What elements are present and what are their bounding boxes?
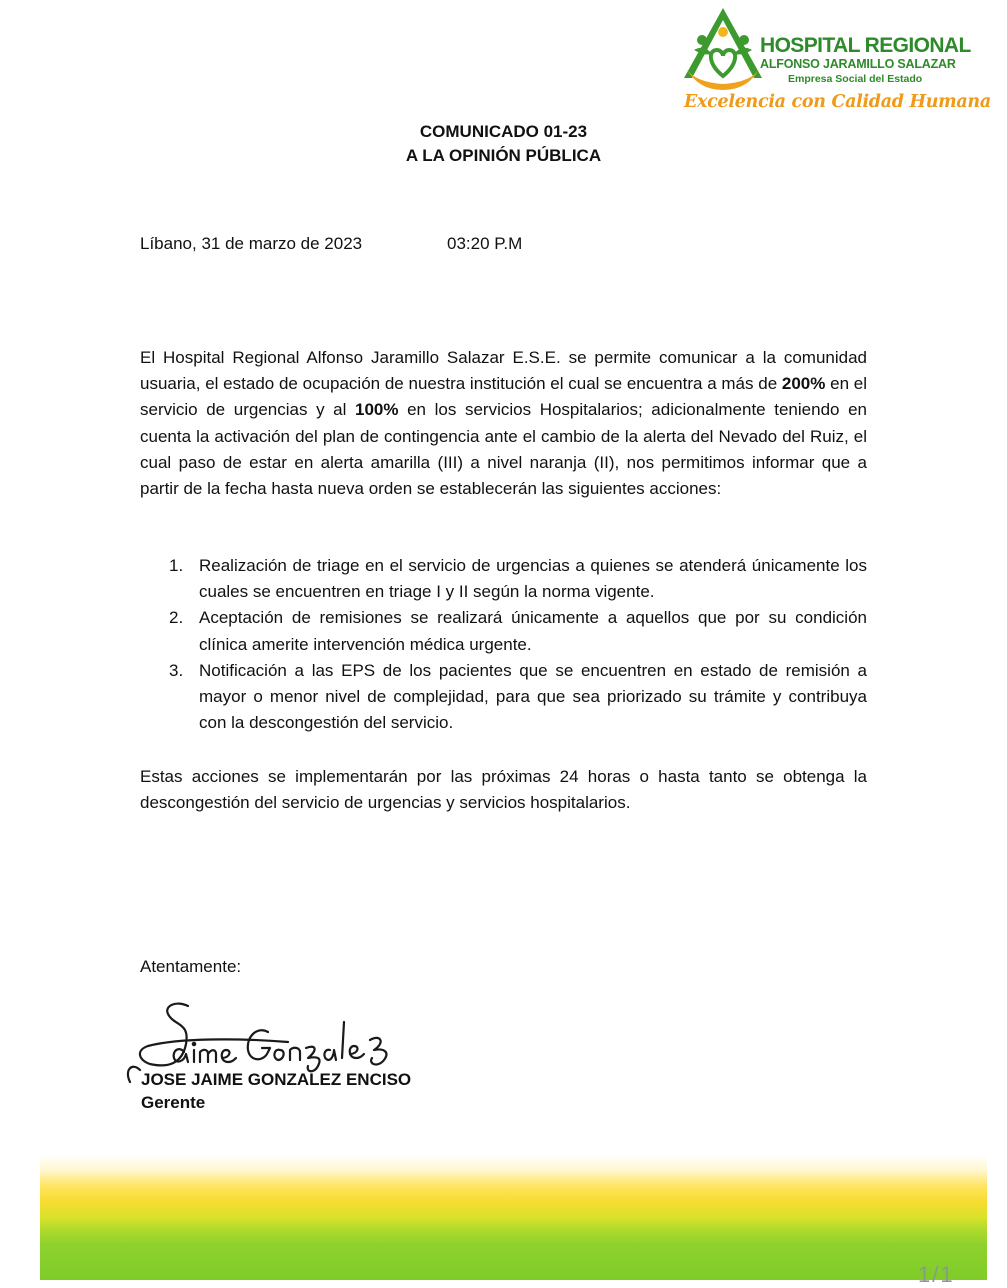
list-item-text: Realización de triage en el servicio de urgencias a quienes se atenderá únicamente los cuales se encuentren en triage I y II según la norma vigente. — [199, 556, 867, 602]
list-item — [140, 605, 867, 657]
logo-title: HOSPITAL REGIONAL — [760, 34, 971, 57]
list-item-text: Aceptación de remisiones se realizará únicamente a aquellos que por su condición clínica amerite intervención médica urgente. — [199, 608, 867, 654]
heading-line-2: A LA OPINIÓN PÚBLICA — [405, 146, 602, 165]
body-paragraph — [140, 345, 867, 502]
body-bold-1: 200% — [781, 374, 826, 394]
list-item — [140, 553, 867, 605]
actions-list — [140, 553, 867, 736]
closing-paragraph: Estas acciones se implementarán por las próximas 24 horas o hasta tanto se obtenga la descongestión del servicio de urgencias y servicios hospitalarios. — [140, 767, 867, 813]
list-item-text: Notificación a las EPS de los pacientes que se encuentren en estado de remisión a mayor o menor nivel de complejidad, para que sea priorizado su trámite y contribuya con la descongestión del servicio. — [199, 660, 867, 733]
list-item-number: 1. — [169, 556, 184, 575]
document-heading — [0, 120, 1007, 168]
logo-subtitle-2: Empresa Social del Estado — [788, 73, 923, 85]
logo-motto: Excelencia con Calidad Humana — [684, 92, 991, 112]
signer-role: Gerente — [141, 1093, 206, 1112]
body-part-1: El Hospital Regional Alfonso Jaramillo Salazar E.S.E. se permite comunicar a la comunidad usuaria, el estado de ocupación de nuestra institución el cual se encuentra a más de — [140, 348, 867, 394]
list-item-number: 3. — [169, 660, 184, 680]
body-part-2: en el servicio de urgencias y al — [140, 374, 867, 420]
heading-line-1: COMUNICADO 01-23 — [419, 122, 588, 141]
dateline — [140, 234, 523, 254]
list-item-number: 2. — [169, 608, 184, 628]
logo-subtitle: ALFONSO JARAMILLO SALAZAR — [760, 57, 956, 71]
hospital-logo — [678, 6, 991, 118]
time-text: 03:20 P.M — [447, 234, 523, 253]
regards-text: Atentamente: — [140, 957, 242, 976]
hospital-emblem-icon — [678, 6, 768, 98]
list-item — [140, 658, 867, 737]
signer-name: JOSE JAIME GONZALEZ ENCISO — [141, 1070, 412, 1089]
date-text: Líbano, 31 de marzo de 2023 — [140, 234, 363, 253]
page-indicator: 1/1 — [918, 1262, 955, 1287]
body-part-3: en los servicios Hospitalarios; adicionalmente teniendo en cuenta la activación del plan de contingencia ante el cambio de la alerta del Nevado del Ruiz, el cual paso de estar en alerta amarilla (III) a nivel naranja (II), nos permitimos informar que a partir de la fecha hasta nueva orden se establecerán las siguientes acciones: — [140, 400, 867, 499]
footer-color-band — [40, 1155, 987, 1280]
body-bold-2: 100% — [355, 400, 399, 420]
signer-block — [141, 1068, 411, 1114]
